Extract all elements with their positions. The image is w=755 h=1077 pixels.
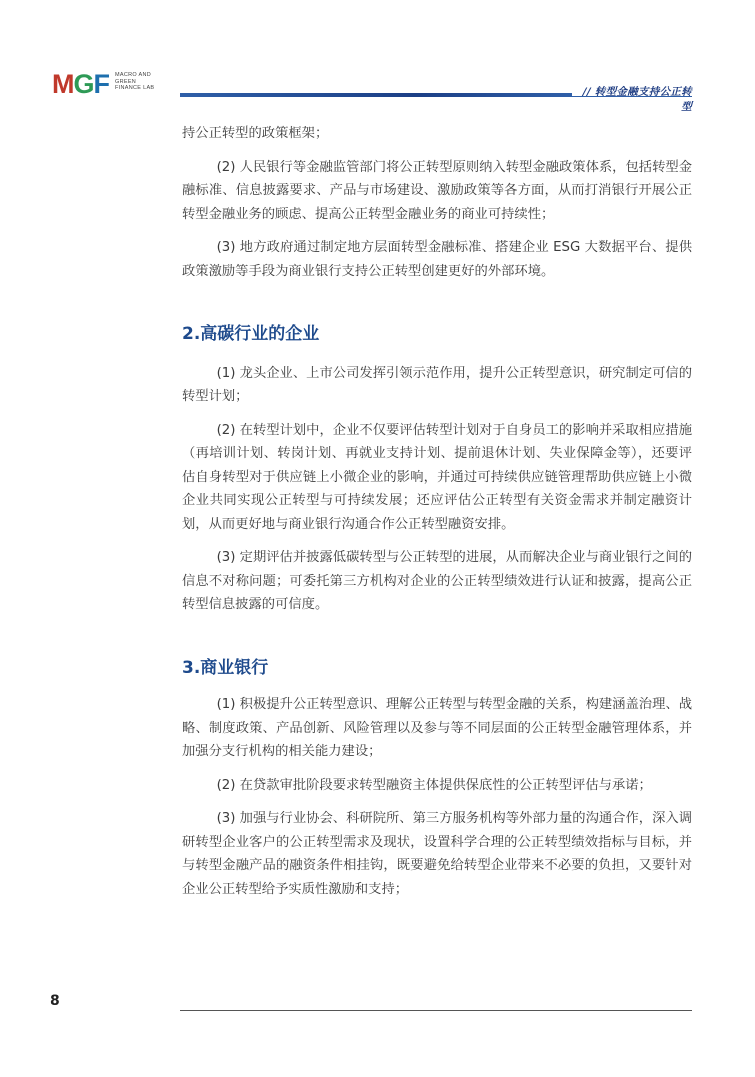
paragraph: (2) 在贷款审批阶段要求转型融资主体提供保底性的公正转型评估与承诺；: [216, 777, 652, 793]
logo-sub-line: GREEN: [115, 78, 137, 85]
page-number: 8: [50, 993, 60, 1009]
logo-subtitle: [115, 72, 154, 92]
paragraph: 持公正转型的政策框架；: [182, 126, 329, 141]
paragraph: (1) 积极提升公正转型意识、理解公正转型与转型金融的关系，构建涵盖治理、战略、制度政策、产品创新、风险管理以及参与等不同层面的公正转型金融管理体系，并加强分支行机构的相关能力建设；: [182, 697, 692, 759]
section-heading: 2.高碳行业的企业: [182, 324, 320, 344]
paragraph: (3) 地方政府通过制定地方层面转型金融标准、搭建企业 ESG 大数据平台、提供政策激励等手段为商业银行支持公正转型创建更好的外部环境。: [182, 240, 692, 279]
logo-sub-line: MACRO AND: [115, 72, 152, 78]
paragraph: (3) 加强与行业协会、科研院所、第三方服务机构等外部力量的沟通合作，深入调研转型企业客户的公正转型需求及现状，设置科学合理的公正转型绩效指标与目标，并与转型金融产品的融资条件相挂钩，既要避免给转型企业带来不必要的负担，又要针对企业公正转型给予实质性激励和支持；: [182, 811, 692, 897]
logo-mark: MGF: [52, 69, 110, 99]
paragraph: (1) 龙头企业、上市公司发挥引领示范作用，提升公正转型意识，研究制定可信的转型计划；: [182, 365, 692, 404]
paragraph: (2) 在转型计划中，企业不仅要评估转型计划对于自身员工的影响并采取相应措施（再培训计划、转岗计划、再就业支持计划、提前退休计划、失业保障金等），还要评估自身转型对于供应链上小微企业的影响，并通过可持续供应链管理帮助供应链上小微企业共同实现公正转型与可持续发展；还应评估公正转型有关资金需求并制定融资计划，从而更好地与商业银行沟通合作公正转型融资安排。: [182, 422, 692, 532]
paragraph: (2) 人民银行等金融监管部门将公正转型原则纳入转型金融政策体系，包括转型金融标准、信息披露要求、产品与市场建设、激励政策等各方面，从而打消银行开展公正转型金融业务的顾虑、提高公正转型金融业务的商业可持续性；: [182, 159, 692, 222]
page-header: [0, 0, 755, 113]
section-heading: 3.商业银行: [182, 657, 269, 678]
header-rule: [180, 93, 572, 97]
mgf-logo: [52, 70, 154, 100]
logo-sub-line: FINANCE LAB: [115, 85, 155, 92]
footer-rule: [180, 1010, 692, 1011]
paragraph: (3) 定期评估并披露低碳转型与公正转型的进展，从而解决企业与商业银行之间的信息不对称问题；可委托第三方机构对企业的公正转型绩效进行认证和披露，提高公正转型信息披露的可信度。: [182, 550, 692, 612]
page-body: [182, 122, 692, 911]
running-title: // 转型金融支持公正转型: [582, 86, 692, 113]
